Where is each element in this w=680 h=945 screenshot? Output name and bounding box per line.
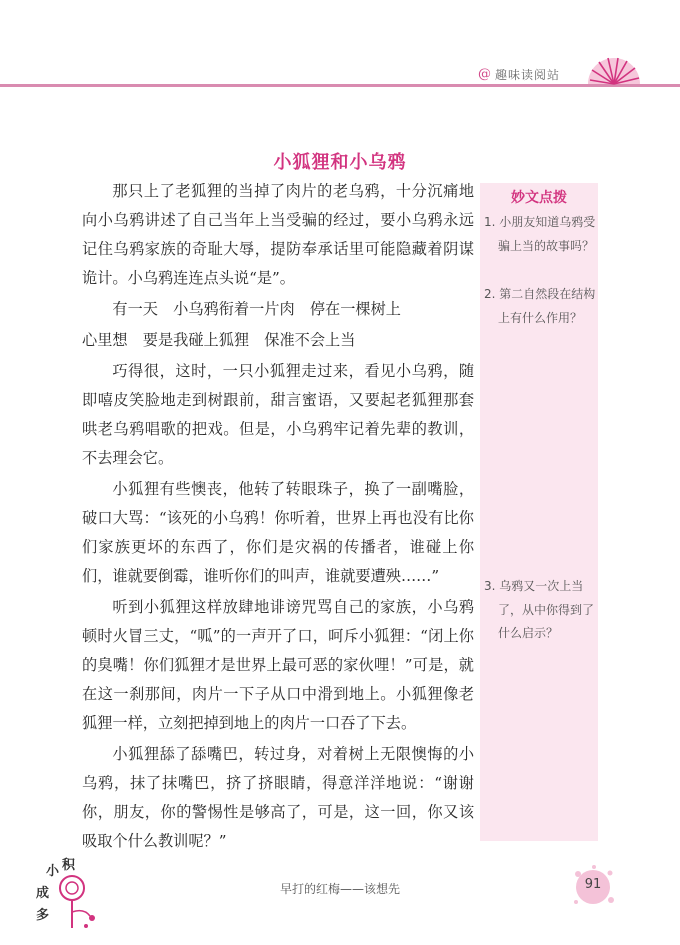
- story-title: 小狐狸和小乌鸦: [273, 152, 407, 173]
- series-label: 趣味读阅站: [495, 68, 561, 82]
- sidebar-question: 3. 乌鸦又一次上当了，从中你得到了什么启示？: [484, 579, 595, 640]
- logo-char: 成: [36, 886, 50, 901]
- logo-char: 积: [62, 858, 76, 873]
- logo-char: 多: [36, 908, 50, 923]
- paragraph: 听到小狐狸这样放肆地诽谤咒骂自己的家族，小乌鸦顿时火冒三丈，“呱”的一声开了口，呵斥小狐狸：“闭上你的臭嘴！你们狐狸才是世界上最可恶的家伙哩！”可是，就在这一刹那间，肉片一下子从口中滑到地上。小狐狸像老狐狸一样，立刻把掉到地上的肉片一口吞了下去。: [82, 598, 474, 732]
- footer-text: 早打的红梅——该想先: [279, 882, 400, 896]
- paragraph: 有一天 小乌鸦衔着一片肉 停在一棵树上: [112, 300, 401, 318]
- sidebar-question: 2. 第二自然段在结构上有什么作用？: [484, 287, 596, 325]
- page-number-badge: [570, 864, 616, 910]
- paragraph: 巧得很，这时，一只小狐狸走过来，看见小乌鸦，随即嘻皮笑脸地走到树跟前，甜言蜜语，又要起老狐狸那套哄老乌鸦唱歌的把戏。但是，小乌鸦牢记着先辈的教训，不去理会它。: [82, 362, 474, 467]
- at-sign-icon: @: [478, 67, 491, 82]
- paragraph: 小狐狸舔了舔嘴巴，转过身，对着树上无限懊悔的小乌鸦，抹了抹嘴巴，挤了挤眼睛，得意洋洋地说：“谢谢你，朋友，你的警惕性是够高了，可是，这一回，你又该吸取个什么教训呢？”: [82, 745, 474, 850]
- page-number: 91: [584, 877, 602, 892]
- story-body: [82, 177, 474, 858]
- sidebar-question: 1. 小朋友知道乌鸦受骗上当的故事吗？: [484, 215, 596, 253]
- paragraph: 小狐狸有些懊丧，他转了转眼珠子，换了一副嘴脸，破口大骂：“该死的小乌鸦！你听着，世界上再也没有比你们家族更坏的东西了，你们是灾祸的传播者，谁碰上你们，谁就要倒霉，谁听你们的叫声，谁就要遭殃……”: [82, 480, 474, 585]
- paragraph: 那只上了老狐狸的当掉了肉片的老乌鸦，十分沉痛地向小乌鸦讲述了自己当年上当受骗的经过，要小乌鸦永远记住乌鸦家族的奇耻大辱，提防奉承话里可能隐藏着阴谋诡计。小乌鸦连连点头说“是”。: [82, 182, 474, 287]
- tips-sidebar: [480, 183, 598, 841]
- logo-char: 小: [46, 864, 60, 879]
- paragraph: 心里想 要是我碰上狐狸 保准不会上当: [82, 331, 356, 349]
- sidebar-title: 妙文点拨: [511, 190, 567, 206]
- header-logo: [478, 56, 678, 86]
- sunburst-icon: [584, 56, 644, 86]
